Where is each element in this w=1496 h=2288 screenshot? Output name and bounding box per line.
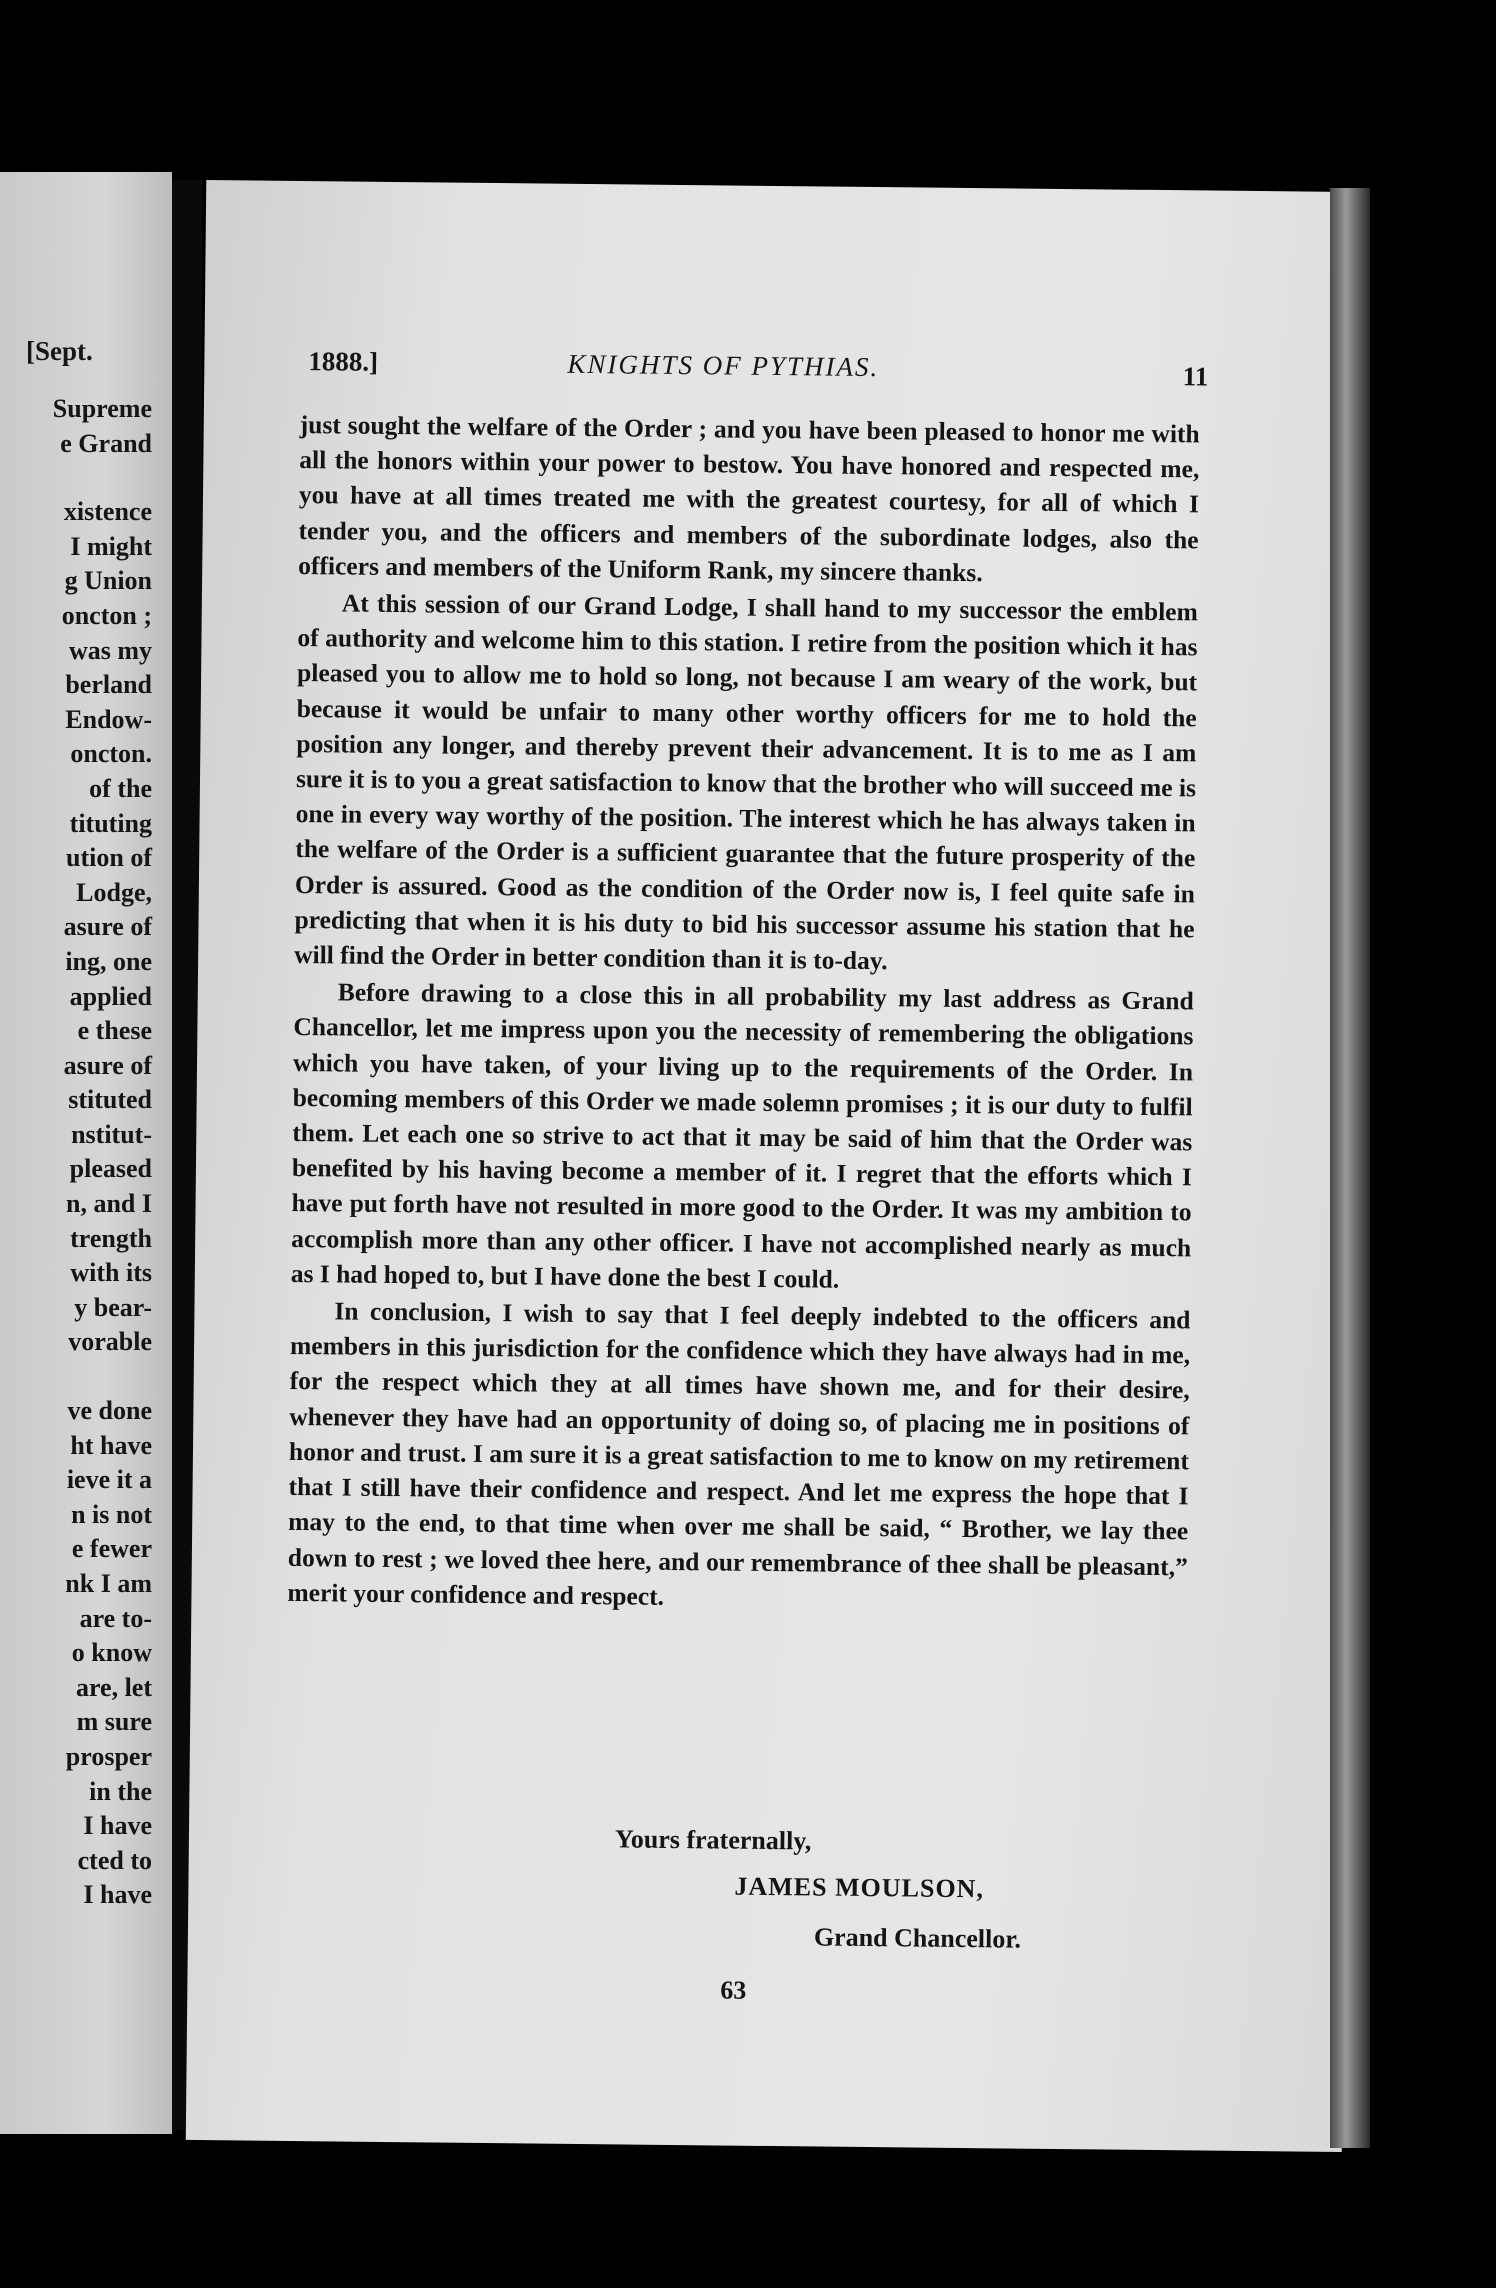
left-page-line: y bear-	[74, 1292, 152, 1322]
left-page-line: cted to	[77, 1845, 152, 1875]
header-year: 1888.]	[308, 346, 379, 377]
paragraph-4: In conclusion, I wish to say that I feel deeply indebted to the officers and members in this jurisdiction for the confidence which they have always had in me, for the respect which they at all times have shown me, and for their desire, whenever they have had an opportunity of doing so, of placing me in positions of honor and trust. I am sure it is a great satisfaction to me to know on my retirement that I still have their confidence and respect. And let me express the hope that I may to the end, to that time when over me shall be said, “ Brother, we lay thee down to rest ; we loved thee here, and our remembrance of thee shall be pleasant,” merit your confidence and respect.	[287, 1296, 1191, 1611]
signatory-title: Grand Chancellor.	[813, 1922, 1022, 1954]
body-text	[287, 407, 1200, 1621]
left-page-line: ing, one	[65, 946, 152, 976]
left-page-line: oncton.	[70, 739, 152, 769]
left-page-line: asure of	[63, 1050, 152, 1080]
left-page-line: ve done	[67, 1396, 152, 1426]
left-page-line: Endow-	[65, 704, 152, 734]
left-page-line: are, let	[75, 1672, 152, 1702]
left-page-line: applied	[69, 981, 152, 1011]
paragraph-2: At this session of our Grand Lodge, I shall hand to my successor the emblem of authority and welcome him to this station. I retire from the position which it has pleased you to allow me to hold so long, not because I am weary of the work, but because it would be unfair to many other worthy officers for me to hold the position any longer, and thereby prevent their advancement. It is to me as I am sure it is to you a great satisfaction to know that the brother who will succeed me is one in every way worthy of the position. The interest which he has always taken in the welfare of the Order is a sufficient guarantee that the future prosperity of the Order is assured. Good as the condition of the Order now is, I feel quite safe in predicting that when it is his duty to bid his successor assume his station that he will find the Order in better condition than it is to-day.	[294, 588, 1198, 976]
signatory-name: JAMES MOULSON,	[734, 1871, 985, 1904]
left-page-header: [Sept.	[26, 336, 93, 366]
left-page-line: I might	[70, 531, 152, 561]
left-page-line: prosper	[65, 1741, 152, 1771]
page-edge	[1330, 188, 1370, 2148]
left-page-line: vorable	[68, 1327, 152, 1357]
left-page-line	[53, 461, 152, 495]
left-page-line: xistence	[63, 497, 152, 527]
paragraph-3: Before drawing to a close this in all probability my last address as Grand Chancellor, let me impress upon you the necessity of remembering the obligations which you have taken, of your living up to the requirements of the Order. In becoming members of this Order we made solemn promises ; it is our duty to fulfil them. Let each one so strive to act that it may be said of him that the Order was benefited by his having become a member of it. I regret that the efforts which I have put forth have not resulted in more good to the Order. It was my ambition to accomplish more than any other officer. I have not accomplished nearly as much as I had hoped to, but I have done the best I could.	[290, 977, 1194, 1294]
left-page-line: g Union	[64, 566, 152, 596]
running-head	[308, 346, 1208, 395]
folio-number: 63	[720, 1975, 747, 2005]
left-page-line: berland	[65, 670, 152, 700]
left-page-line: e Grand	[60, 428, 152, 458]
header-title: KNIGHTS OF PYTHIAS.	[567, 348, 880, 383]
left-page-line: in the	[89, 1776, 152, 1806]
left-page-line: ht have	[70, 1430, 152, 1460]
closing-salutation: Yours fraternally,	[614, 1824, 812, 1856]
left-page-text	[53, 392, 152, 1913]
left-page-line: asure of	[63, 912, 152, 942]
left-page-line: oncton ;	[61, 600, 152, 630]
left-page-line: e these	[77, 1016, 152, 1046]
left-page-line: o know	[71, 1638, 152, 1668]
left-page	[0, 172, 172, 2134]
left-page-line: Lodge,	[76, 877, 152, 907]
left-page-line: nstitut-	[71, 1119, 152, 1149]
left-page-line: trength	[70, 1223, 152, 1253]
left-page-line: m sure	[76, 1707, 152, 1737]
left-page-line: Supreme	[52, 394, 152, 423]
left-page-line: e fewer	[71, 1534, 152, 1564]
left-page-line: was my	[68, 635, 152, 665]
left-page-line	[53, 1360, 152, 1394]
header-page-number: 11	[1182, 361, 1209, 392]
left-page-line: pleased	[69, 1154, 152, 1184]
left-page-line: ution of	[66, 843, 152, 873]
left-page-line: nk I am	[65, 1569, 152, 1598]
main-page	[186, 180, 1362, 2152]
left-page-line: I have	[83, 1811, 152, 1841]
left-page-line: I have	[83, 1880, 152, 1910]
left-page-line: are to-	[79, 1603, 152, 1633]
paragraph-1: just sought the welfare of the Order ; and you have been pleased to honor me with all the honors within your power to bestow. You have honored and respected me, you have at all times treated me with the greatest courtesy, for all of which I tender you, and the officers and members of the subordinate lodges, also the officers and members of the Uniform Rank, my sincere thanks.	[298, 409, 1200, 587]
left-page-line: with its	[70, 1258, 152, 1288]
left-page-line: n is not	[71, 1499, 152, 1529]
left-page-line: n, and I	[66, 1189, 152, 1219]
left-page-line: ieve it a	[66, 1465, 152, 1495]
left-page-line: of the	[89, 773, 152, 803]
left-page-line: tituting	[69, 808, 152, 838]
left-page-line: stituted	[68, 1085, 152, 1115]
